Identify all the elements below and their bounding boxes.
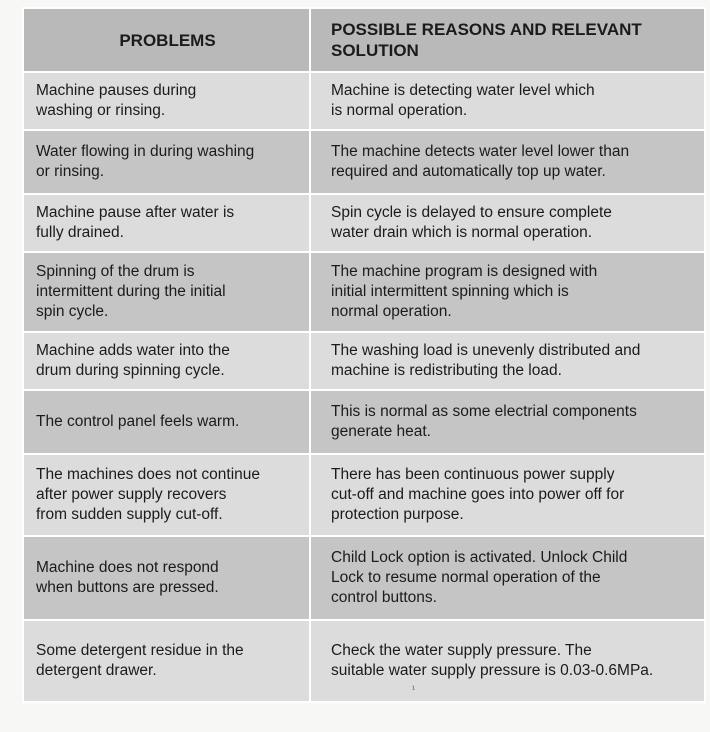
solution-text: Child Lock option is activated. Unlock Child [331, 549, 628, 566]
solution-text: is normal operation. [331, 102, 468, 119]
solution-text: cut-off and machine goes into power off for [331, 486, 625, 503]
table-row [23, 390, 705, 454]
solution-text: There has been continuous power supply [331, 466, 615, 483]
solution-text: Lock to resume normal operation of the [331, 569, 601, 586]
solution-text: The machine program is designed with [331, 263, 598, 280]
solution-cell [310, 454, 705, 536]
problem-text: Spinning of the drum is [36, 263, 195, 280]
solution-text: The washing load is unevenly distributed and [331, 342, 641, 359]
problem-text: after power supply recovers [36, 486, 227, 503]
solution-text: water drain which is normal operation. [331, 224, 593, 241]
problem-text: fully drained. [36, 224, 124, 241]
solution-text: suitable water supply pressure is 0.03-0.6MPa. [331, 662, 654, 679]
header-solution-line: SOLUTION [331, 41, 419, 60]
solution-text: Machine is detecting water level which [331, 82, 595, 99]
solution-text: generate heat. [331, 423, 431, 440]
solution-cell [310, 332, 705, 390]
problem-text: Machine adds water into the [36, 342, 230, 359]
table-row [23, 252, 705, 332]
problem-text: Machine does not respond [36, 559, 219, 576]
problem-cell [23, 252, 310, 332]
table-row [23, 72, 705, 130]
problem-cell [23, 454, 310, 536]
problem-cell [23, 390, 310, 454]
table-header-row [23, 8, 705, 72]
page-mark: ¹ [412, 684, 415, 694]
header-solution-line: POSSIBLE REASONS AND RELEVANT [331, 20, 642, 39]
solution-text: Spin cycle is delayed to ensure complete [331, 204, 612, 221]
table-row [23, 620, 705, 702]
problem-text: from sudden supply cut-off. [36, 506, 223, 523]
problem-text: spin cycle. [36, 303, 109, 320]
problem-cell [23, 620, 310, 702]
troubleshooting-table [22, 7, 706, 703]
solution-cell [310, 536, 705, 620]
solution-cell [310, 72, 705, 130]
problem-text: drum during spinning cycle. [36, 362, 225, 379]
table-row [23, 194, 705, 252]
header-problems: PROBLEMS [23, 8, 310, 72]
solution-text: The machine detects water level lower than [331, 143, 630, 160]
solution-text: Check the water supply pressure. The [331, 642, 592, 659]
problem-text: Some detergent residue in the [36, 642, 244, 659]
solution-cell [310, 620, 705, 702]
solution-text: This is normal as some electrial components [331, 403, 637, 420]
problem-text: when buttons are pressed. [36, 579, 219, 596]
problem-text: detergent drawer. [36, 662, 157, 679]
solution-cell [310, 194, 705, 252]
header-solution [310, 8, 705, 72]
table-row [23, 332, 705, 390]
table-row [23, 130, 705, 194]
solution-text: required and automatically top up water. [331, 163, 606, 180]
solution-cell [310, 390, 705, 454]
problem-text: Machine pause after water is [36, 204, 235, 221]
problem-text: Water flowing in during washing [36, 143, 255, 160]
solution-cell [310, 252, 705, 332]
solution-text: initial intermittent spinning which is [331, 283, 569, 300]
problem-text: washing or rinsing. [36, 102, 166, 119]
solution-text: normal operation. [331, 303, 452, 320]
solution-text: control buttons. [331, 589, 437, 606]
table-row [23, 536, 705, 620]
solution-text: protection purpose. [331, 506, 464, 523]
solution-text: machine is redistributing the load. [331, 362, 562, 379]
problem-cell [23, 332, 310, 390]
problem-text: Machine pauses during [36, 82, 197, 99]
problem-text: or rinsing. [36, 163, 105, 180]
problem-text: intermittent during the initial [36, 283, 226, 300]
problem-text: The machines does not continue [36, 466, 261, 483]
problem-cell [23, 536, 310, 620]
table-row [23, 454, 705, 536]
problem-cell [23, 194, 310, 252]
problem-text: The control panel feels warm. [36, 413, 240, 430]
solution-cell [310, 130, 705, 194]
problem-cell [23, 72, 310, 130]
problem-cell [23, 130, 310, 194]
